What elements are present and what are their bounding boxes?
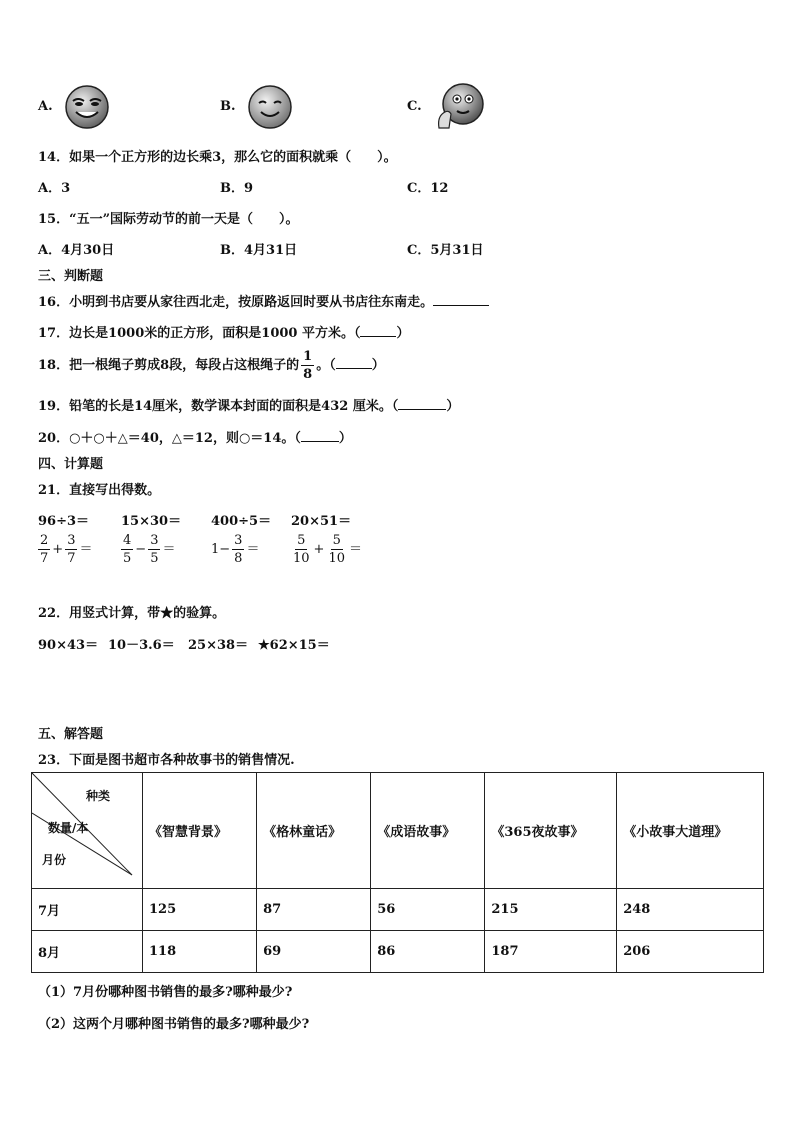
- fraction-calc-1: $\frac{2}{7}$ + $\frac{3}{7}$ ＝: [40, 533, 93, 566]
- table-cell: 118: [143, 931, 257, 973]
- calc-item: 20×51＝: [291, 514, 352, 529]
- table-cell: 86: [371, 931, 485, 973]
- option-c-label: C.: [407, 99, 422, 114]
- vertical-calc-item: ★62×15＝: [258, 638, 330, 653]
- question-21: 21．直接写出得数。: [38, 483, 161, 498]
- table-cell: 87: [257, 889, 371, 931]
- answer-blank[interactable]: [398, 409, 446, 410]
- corner-qty-label: 数量/本: [48, 821, 89, 835]
- question-15: 15．“五一”国际劳动节的前一天是（ ）。: [38, 212, 299, 227]
- question-14: 14．如果一个正方形的边长乘3，那么它的面积就乘（ ）。: [38, 150, 397, 165]
- table-cell: 248: [617, 889, 764, 931]
- table-cell: 69: [257, 931, 371, 973]
- question-18: 18．把一根绳子剪成8段，每段占这根绳子的 $\frac{1}{8}$ 。（ ）: [38, 349, 385, 382]
- question-20: 20．○＋○＋△＝40，△＝12，则○＝14。（ ）: [38, 431, 352, 446]
- table-row: [32, 931, 764, 973]
- corner-month-label: 月份: [42, 853, 67, 867]
- question-22: 22．用竖式计算，带★的验算。: [38, 606, 226, 621]
- fraction-calc-2: $\frac{4}{5}$ − $\frac{3}{5}$ ＝: [123, 533, 176, 566]
- vertical-calc-item: 25×38＝: [188, 638, 249, 653]
- fraction-calc-4: $\frac{5}{10}$ + $\frac{5}{10}$ ＝: [293, 533, 363, 566]
- corner-kind-label: 种类: [86, 789, 111, 803]
- column-header: 《智慧背景》: [143, 773, 257, 889]
- row-month: 7月: [32, 889, 143, 931]
- table-cell: 187: [485, 931, 617, 973]
- answer-blank[interactable]: [433, 305, 489, 306]
- answer-blank[interactable]: [336, 368, 372, 369]
- sales-table: [31, 772, 764, 973]
- section-5-heading: 五、解答题: [38, 727, 104, 742]
- question-23-1: （1）7月份哪种图书销售的最多?哪种最少?: [38, 985, 293, 1000]
- diagonal-header-cell: [32, 773, 143, 889]
- smile-face-icon: [247, 84, 293, 130]
- q14-option-a: A．3: [38, 181, 71, 196]
- option-b-label: B.: [220, 99, 236, 114]
- column-header: 《格林童话》: [257, 773, 371, 889]
- vertical-calc-item: 10－3.6＝: [108, 638, 175, 653]
- section-3-heading: 三、判断题: [38, 269, 104, 284]
- q15-option-a: A．4月30日: [38, 243, 115, 258]
- column-header: 《365夜故事》: [485, 773, 617, 889]
- option-a-label: A.: [38, 99, 53, 114]
- smirk-face-icon: [64, 84, 110, 130]
- column-header: 《小故事大道理》: [617, 773, 764, 889]
- question-17: 17．边长是1000米的正方形，面积是1000 平方米。（ ）: [38, 326, 410, 341]
- table-cell: 206: [617, 931, 764, 973]
- answer-blank[interactable]: [301, 441, 339, 442]
- table-row: [32, 889, 764, 931]
- table-cell: 215: [485, 889, 617, 931]
- table-cell: 125: [143, 889, 257, 931]
- q15-option-b: B．4月31日: [220, 243, 298, 258]
- calc-item: 15×30＝: [121, 514, 182, 529]
- question-19: 19．铅笔的长是14厘米，数学课本封面的面积是432 厘米。（ ）: [38, 399, 460, 414]
- q14-option-c: C．12: [407, 181, 449, 196]
- question-23-2: （2）这两个月哪种图书销售的最多?哪种最少?: [38, 1017, 310, 1032]
- table-cell: 56: [371, 889, 485, 931]
- vertical-calc-item: 90×43＝: [38, 638, 99, 653]
- section-4-heading: 四、计算题: [38, 457, 104, 472]
- calc-item: 400÷5＝: [211, 514, 272, 529]
- thinking-face-icon: [433, 82, 485, 132]
- fraction-calc-3: 1− $\frac{3}{8}$ ＝: [211, 533, 260, 566]
- calc-item: 96÷3＝: [38, 514, 90, 529]
- table-header-row: [32, 773, 764, 889]
- q14-option-b: B．9: [220, 181, 254, 196]
- answer-blank[interactable]: [360, 336, 396, 337]
- row-month: 8月: [32, 931, 143, 973]
- column-header: 《成语故事》: [371, 773, 485, 889]
- question-23: 23．下面是图书超市各种故事书的销售情况.: [38, 753, 295, 768]
- q15-option-c: C．5月31日: [407, 243, 484, 258]
- fraction: $\frac{1}{8}$: [303, 349, 313, 382]
- question-16: 16．小明到书店要从家往西北走，按原路返回时要从书店往东南走。: [38, 291, 489, 310]
